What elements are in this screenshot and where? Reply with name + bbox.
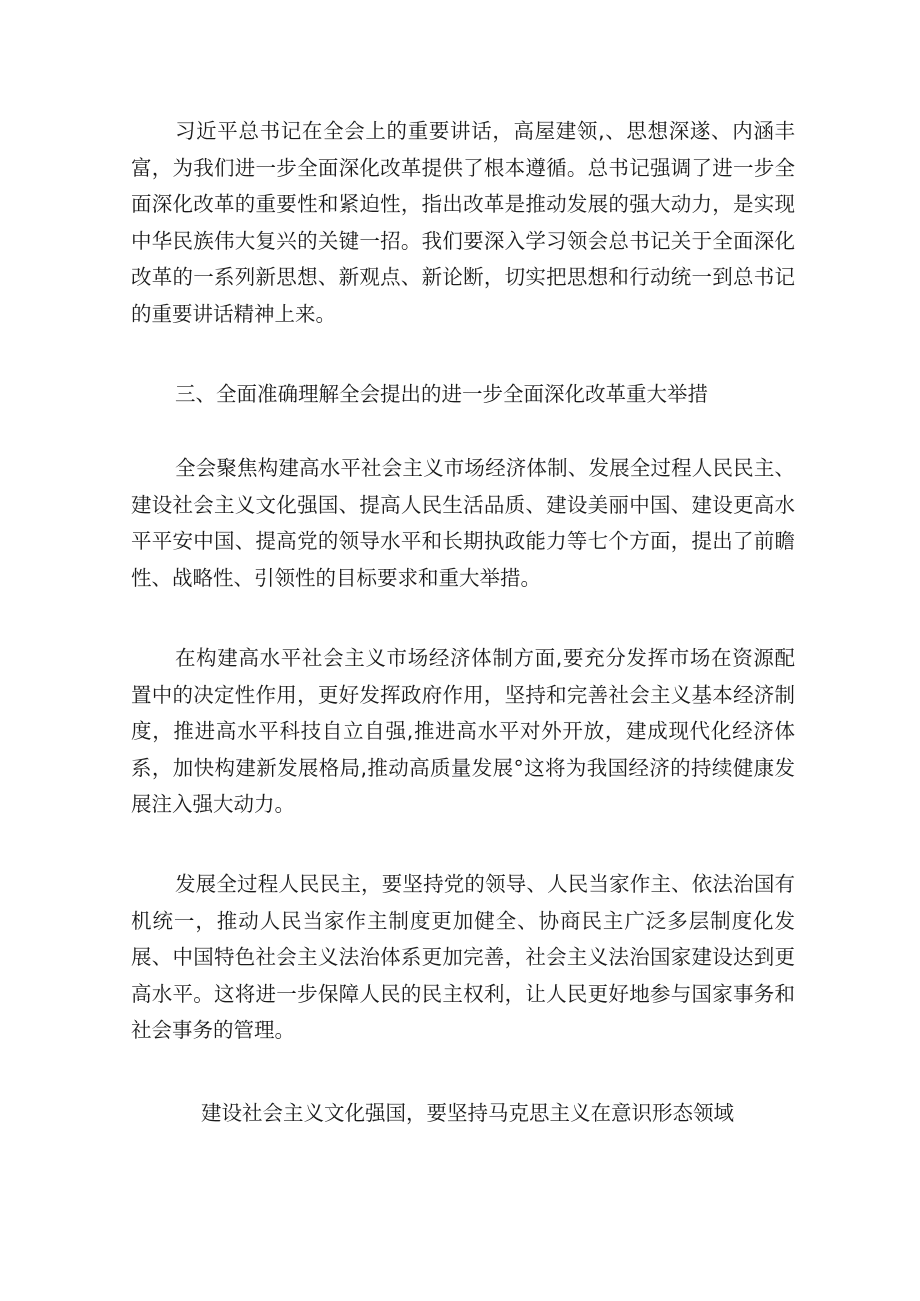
paragraph-seven-aspects: 全会聚焦构建高水平社会主义市场经济体制、发展全过程人民民主、建设社会主义文化强国、提高人民生活品质、建设美丽中国、建设更高水平平安中国、提高党的领导水平和长期执政能力等七个方面，提出了前瞻性、战略性、引领性的目标要求和重大举措。 [131, 456, 795, 590]
section-heading-three: 三、全面准确理解全会提出的进一步全面深化改革重大举措 [175, 382, 708, 406]
paragraph-peoples-democracy: 发展全过程人民民主，要坚持党的领导、人民当家作主、依法治国有机统一，推动人民当家作主制度更加健全、协商民主广泛多层制度化发展、中国特色社会主义法治体系更加完善，社会主义法治国家建设达到更高水平。这将进一步保障人民的民主权利，让人民更好地参与国家事务和社会事务的管理。 [131, 872, 795, 1042]
paragraph-plenary-speech: 习近平总书记在全会上的重要讲话，高屋建领,、思想深遂、内涵丰富，为我们进一步全面深化改革提供了根本遵循。总书记强调了进一步全面深化改革的重要性和紧迫性，指出改革是推动发展的强大动力，是实现中华民族伟大复兴的关键一招。我们要深入学习领会总书记关于全面深化改革的一系列新思想、新观点、新论断，切实把思想和行动统一到总书记的重要讲话精神上来。 [131, 119, 795, 326]
paragraph-culture-power-start: 建设社会主义文化强国，要坚持马克思主义在意识形态领域 [201, 1101, 734, 1125]
paragraph-market-economy: 在构建高水平社会主义市场经济体制方面,要充分发挥市场在资源配置中的决定性作用，更好发挥政府作用，坚持和完善社会主义基本经济制度，推进高水平科技自立自强,推进高水平对外开放，建成现代化经济体系，加快构建新发展格局,推动高质量发展°这将为我国经济的持续健康发展注入强大动力。 [131, 646, 795, 816]
